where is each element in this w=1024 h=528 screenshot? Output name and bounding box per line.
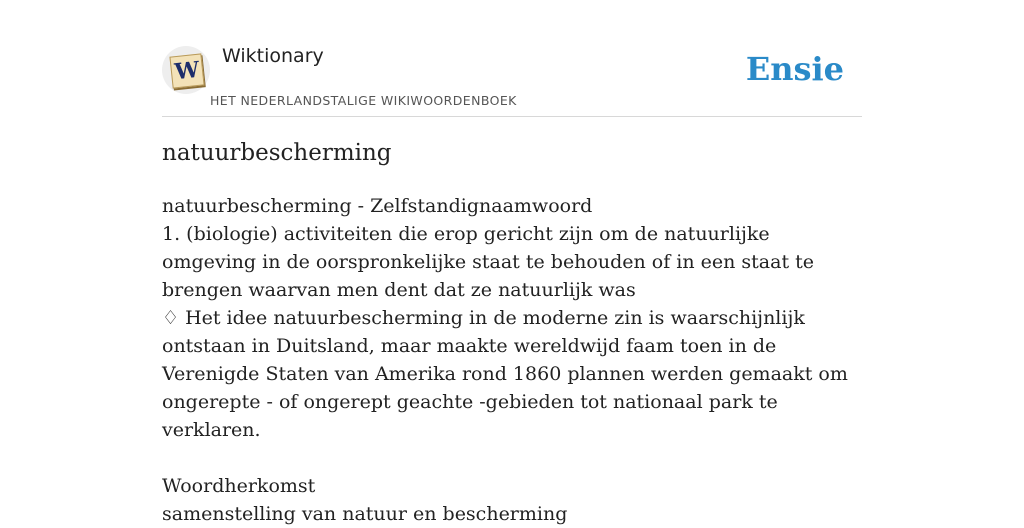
site-name[interactable]: Wiktionary [222,45,324,67]
etymology-heading: Woordherkomst [162,475,316,497]
wiktionary-logo[interactable] [162,46,210,94]
entry-content [162,192,862,528]
entry-headline: natuurbescherming - Zelfstandignaamwoord [162,195,593,217]
site-tagline: HET NEDERLANDSTALIGE WIKIWOORDENBOEK [210,93,517,108]
ensie-logo[interactable]: Ensie [745,50,844,88]
etymology-text: samenstelling van natuur en bescherming [162,503,568,525]
site-header [162,40,862,117]
wiktionary-logo-icon: W [169,53,204,88]
entry-definition: 1. (biologie) activiteiten die erop gericht zijn om de natuurlijke omgeving in de oorspronkelijke staat te behouden of in een staat te brengen waarvan men dent dat ze natuurlijk was [162,223,815,301]
page-title: natuurbescherming [162,140,392,166]
spacer [162,444,862,472]
entry-example: ♢ Het idee natuurbescherming in de moderne zin is waarschijnlijk ontstaan in Duitsland, maar maakte wereldwijd faam toen in de Verenigde Staten van Amerika rond 1860 plannen werden gemaakt om ongerepte - of ongerept geachte -gebieden tot nationaal park te verklaren. [162,307,848,441]
